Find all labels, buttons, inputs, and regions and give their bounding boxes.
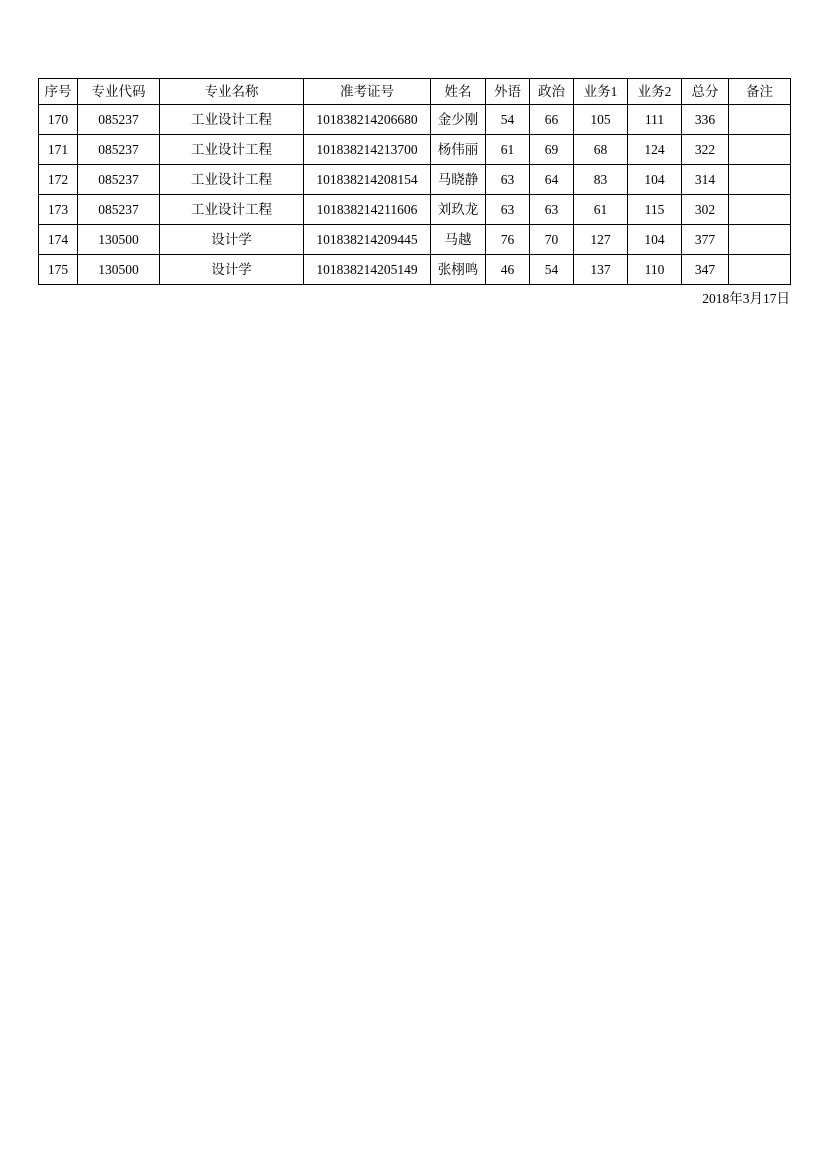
cell-seq: 172: [39, 165, 78, 195]
cell-prof1: 105: [574, 105, 628, 135]
cell-exam-no: 101838214205149: [304, 255, 431, 285]
cell-prof1: 68: [574, 135, 628, 165]
cell-exam-no: 101838214209445: [304, 225, 431, 255]
cell-seq: 173: [39, 195, 78, 225]
cell-prof1: 137: [574, 255, 628, 285]
table-row: [39, 105, 791, 135]
cell-remark: [729, 105, 791, 135]
cell-prof2: 111: [628, 105, 682, 135]
cell-prof1: 127: [574, 225, 628, 255]
column-header-prof1: 业务1: [574, 79, 628, 105]
cell-major-name: 工业设计工程: [160, 165, 304, 195]
cell-major-name: 工业设计工程: [160, 135, 304, 165]
column-header-exam-no: 准考证号: [304, 79, 431, 105]
cell-politics: 66: [530, 105, 574, 135]
document-date: 2018年3月17日: [702, 291, 790, 306]
cell-major-code: 085237: [78, 195, 160, 225]
cell-name: 马晓静: [431, 165, 486, 195]
cell-major-name: 设计学: [160, 225, 304, 255]
column-header-politics: 政治: [530, 79, 574, 105]
column-header-major-code: 专业代码: [78, 79, 160, 105]
cell-remark: [729, 165, 791, 195]
table-row: [39, 255, 791, 285]
cell-politics: 64: [530, 165, 574, 195]
cell-politics: 54: [530, 255, 574, 285]
cell-seq: 175: [39, 255, 78, 285]
column-header-foreign: 外语: [486, 79, 530, 105]
cell-prof2: 104: [628, 225, 682, 255]
cell-politics: 70: [530, 225, 574, 255]
cell-major-name: 设计学: [160, 255, 304, 285]
cell-prof2: 124: [628, 135, 682, 165]
cell-major-code: 085237: [78, 165, 160, 195]
column-header-name: 姓名: [431, 79, 486, 105]
cell-remark: [729, 195, 791, 225]
cell-total: 302: [682, 195, 729, 225]
cell-total: 322: [682, 135, 729, 165]
cell-remark: [729, 135, 791, 165]
cell-name: 杨伟丽: [431, 135, 486, 165]
column-header-prof2: 业务2: [628, 79, 682, 105]
cell-total: 336: [682, 105, 729, 135]
cell-name: 张栩鸣: [431, 255, 486, 285]
table-header-row: [39, 79, 791, 105]
cell-remark: [729, 255, 791, 285]
cell-exam-no: 101838214213700: [304, 135, 431, 165]
cell-politics: 69: [530, 135, 574, 165]
cell-prof1: 83: [574, 165, 628, 195]
cell-major-code: 085237: [78, 105, 160, 135]
cell-name: 刘玖龙: [431, 195, 486, 225]
cell-name: 马越: [431, 225, 486, 255]
cell-exam-no: 101838214211606: [304, 195, 431, 225]
cell-seq: 174: [39, 225, 78, 255]
cell-major-name: 工业设计工程: [160, 195, 304, 225]
column-header-major-name: 专业名称: [160, 79, 304, 105]
cell-name: 金少刚: [431, 105, 486, 135]
table-row: [39, 165, 791, 195]
cell-politics: 63: [530, 195, 574, 225]
score-table: [38, 78, 791, 285]
cell-foreign: 63: [486, 165, 530, 195]
cell-foreign: 61: [486, 135, 530, 165]
score-table-container: [38, 78, 790, 285]
column-header-total: 总分: [682, 79, 729, 105]
cell-prof2: 110: [628, 255, 682, 285]
cell-total: 314: [682, 165, 729, 195]
cell-prof2: 115: [628, 195, 682, 225]
column-header-seq: 序号: [39, 79, 78, 105]
table-row: [39, 195, 791, 225]
cell-total: 347: [682, 255, 729, 285]
cell-major-code: 130500: [78, 255, 160, 285]
cell-major-code: 085237: [78, 135, 160, 165]
cell-foreign: 54: [486, 105, 530, 135]
column-header-remark: 备注: [729, 79, 791, 105]
table-row: [39, 225, 791, 255]
cell-prof1: 61: [574, 195, 628, 225]
table-row: [39, 135, 791, 165]
cell-total: 377: [682, 225, 729, 255]
cell-exam-no: 101838214206680: [304, 105, 431, 135]
cell-seq: 170: [39, 105, 78, 135]
cell-exam-no: 101838214208154: [304, 165, 431, 195]
cell-prof2: 104: [628, 165, 682, 195]
cell-remark: [729, 225, 791, 255]
cell-major-code: 130500: [78, 225, 160, 255]
cell-foreign: 63: [486, 195, 530, 225]
cell-foreign: 46: [486, 255, 530, 285]
cell-major-name: 工业设计工程: [160, 105, 304, 135]
cell-seq: 171: [39, 135, 78, 165]
cell-foreign: 76: [486, 225, 530, 255]
